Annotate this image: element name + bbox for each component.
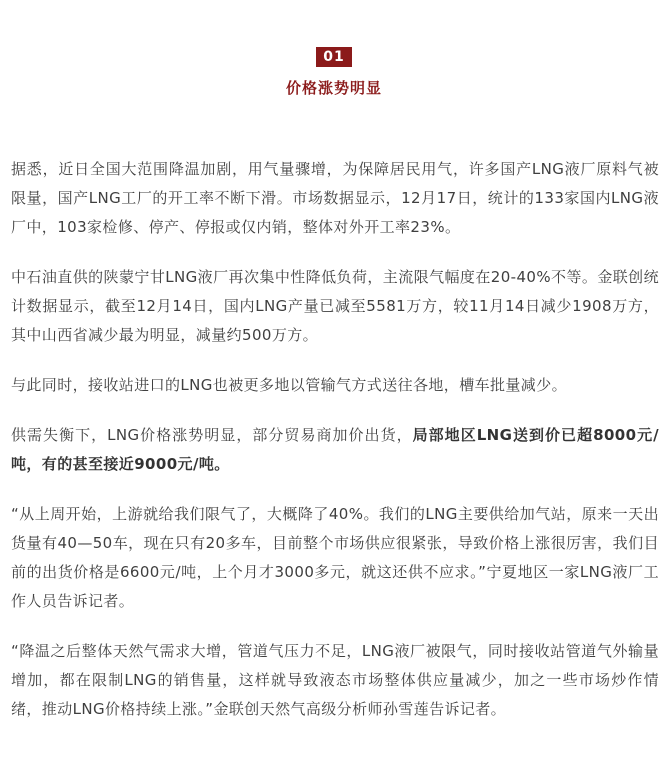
paragraph-3: 与此同时，接收站进口的LNG也被更多地以管输气方式送往各地，槽车批量减少。 — [11, 376, 568, 394]
paragraph-1: 据悉，近日全国大范围降温加剧，用气量骤增，为保障居民用气，许多国产LNG液厂原料气被限量，国产LNG工厂的开工率不断下滑。市场数据显示，12月17日，统计的133家国内LNG液厂中，103家检修、停产、停报或仅内销，整体对外开工率23%。 — [11, 160, 659, 236]
section-title: 价格涨势明显 — [285, 79, 382, 97]
paragraph-6-quote: “降温之后整体天然气需求大增，管道气压力不足，LNG液厂被限气，同时接收站管道气外输量增加，都在限制LNG的销售量，这样就导致液态市场整体供应量减少，加之一些市场炒作情绪，推动LNG价格持续上涨。”金联创天然气高级分析师孙雪莲告诉记者。 — [11, 642, 659, 718]
paragraph-4: 供需失衡下，LNG价格涨势明显，部分贸易商加价出货，局部地区LNG送到价已超8000元/吨，有的甚至接近9000元/吨。 — [11, 426, 659, 473]
article-body — [11, 155, 659, 745]
paragraph-2: 中石油直供的陕蒙宁甘LNG液厂再次集中性降低负荷，主流限气幅度在20-40%不等。金联创统计数据显示，截至12月14日，国内LNG产量已减至5581万方，较11月14日减少1908万方，其中山西省减少最为明显，减量约500万方。 — [11, 268, 659, 344]
paragraph-5-quote: “从上周开始，上游就给我们限气了，大概降了40%。我们的LNG主要供给加气站，原来一天出货量有40—50车，现在只有20多车，目前整个市场供应很紧张，导致价格上涨很厉害，我们目前的出货价格是6600元/吨，上个月才3000多元，就这还供不应求。”宁夏地区一家LNG液厂工作人员告诉记者。 — [11, 505, 659, 610]
section-header — [0, 46, 668, 98]
section-number-badge: 01 — [316, 47, 351, 67]
highlighted-price-text: 局部地区LNG送到价已超8000元/吨，有的甚至接近9000元/吨。 — [11, 426, 659, 473]
